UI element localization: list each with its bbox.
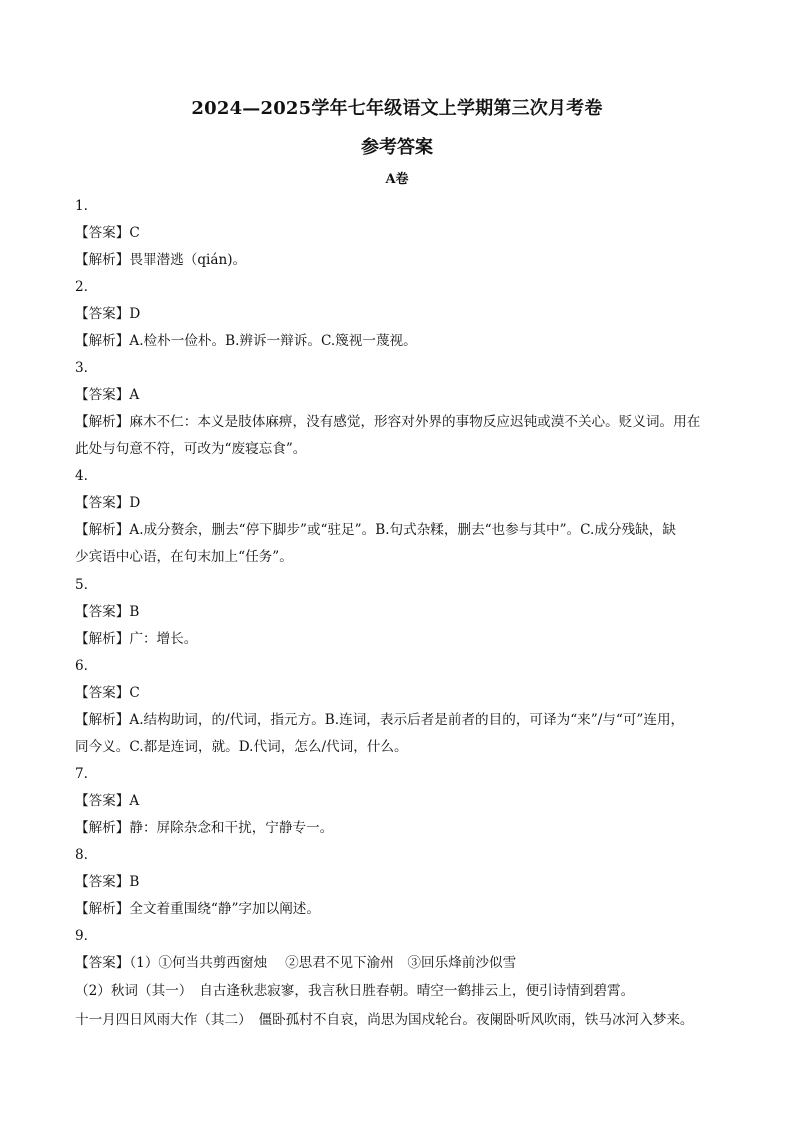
question-number: 9. [75,928,88,944]
answer-line: 【答案】D [75,495,141,511]
analysis-line: 【解析】静：屏除杂念和干扰，宁静专一。 [75,820,334,836]
analysis-line-continued: 少宾语中心语，在句末加上“任务”。 [75,549,293,565]
answer-line: 【答案】B [75,874,140,890]
question-number: 5. [75,577,88,593]
question-number: 7. [75,766,88,782]
poem-answer-line: 十一月四日风雨大作（其二） 僵卧孤村不自哀，尚思为国戍轮台。夜阑卧听风吹雨，铁马冰河入梦来。 [75,1012,694,1028]
analysis-line: 【解析】麻木不仁：本义是肢体麻痹，没有感觉，形容对外界的事物反应迟钝或漠不关心。贬义词。用在 [75,414,701,430]
analysis-line: 【解析】A.成分赘余，删去“停下脚步”或“驻足”。B.句式杂糅，删去“也参与其中”。C.成分残缺，缺 [75,522,676,538]
answer-line: 【答案】C [75,225,140,241]
answer-line: 【答案】（1）①何当共剪西窗烛 ②思君不见下渝州 ③回乐烽前沙似雪 [75,955,517,971]
question-number: 1. [75,198,88,214]
answer-line: 【答案】B [75,604,140,620]
analysis-line: 【解析】全文着重围绕“静”字加以阐述。 [75,901,320,917]
analysis-line: 【解析】A.检朴一俭朴。B.辨诉一辩诉。C.篾视一蔑视。 [75,333,417,349]
document-title: 2024—2025学年七年级语文上学期第三次月考卷 [191,98,603,119]
analysis-line: 【解析】畏罪潜逃（qián)。 [75,252,247,268]
document-subtitle: 参考答案 [361,137,433,158]
question-number: 6. [75,658,88,674]
question-number: 2. [75,279,88,295]
analysis-line: 【解析】A.结构助词，的/代词，指元方。B.连词，表示后者是前者的目的，可译为“来”/与“可”连用， [75,712,685,728]
answer-line: 【答案】C [75,685,140,701]
answer-line: 【答案】A [75,387,140,403]
analysis-line-continued: 此处与句意不符，可改为“废寝忘食”。 [75,441,307,457]
analysis-line-continued: 同今义。C.都是连词，就。D.代词，怎么/代词，什么。 [75,739,408,755]
question-number: 8. [75,847,88,863]
answer-line: 【答案】D [75,306,141,322]
answer-line: 【答案】A [75,793,140,809]
poem-answer-line: （2）秋词（其一） 自古逢秋悲寂寥，我言秋日胜春朝。晴空一鹤排云上，便引诗情到碧霄。 [75,983,635,999]
question-number: 4. [75,468,88,484]
section-label: A卷 [385,172,409,187]
analysis-line: 【解析】广：增长。 [75,631,198,647]
question-number: 3. [75,360,88,376]
